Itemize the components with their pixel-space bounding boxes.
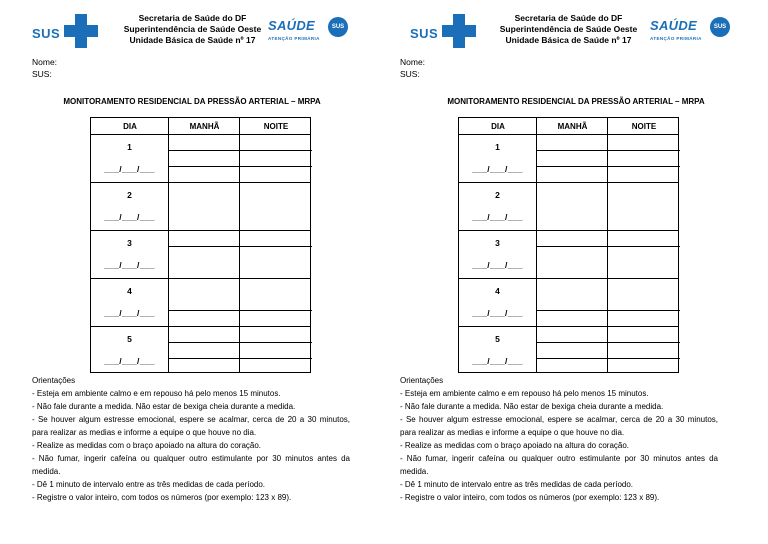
sus-logo-text: SUS	[410, 26, 439, 41]
table-header-row	[459, 118, 678, 135]
orientacao-item: - Dê 1 minuto de intervalo entre as três medidas de cada período.	[400, 480, 634, 489]
form-sheet-right	[384, 0, 768, 544]
table-row-day-2	[91, 183, 310, 231]
table-row-day-5	[459, 327, 678, 375]
date-blank: ___/___/___	[472, 212, 523, 222]
date-blank: ___/___/___	[104, 260, 155, 270]
table-row-day-4	[459, 279, 678, 327]
table-row-day-2	[459, 183, 678, 231]
date-blank: ___/___/___	[472, 308, 523, 318]
date-blank: ___/___/___	[472, 260, 523, 270]
orientacao-item: - Realize as medidas com o braço apoiado na altura do coração.	[32, 441, 262, 450]
day-number: 1	[495, 142, 500, 152]
saude-logo-circle: SUS	[710, 17, 730, 37]
sus-field-label: SUS:	[32, 69, 52, 79]
day-number: 2	[127, 190, 132, 200]
day-number: 2	[495, 190, 500, 200]
orientacao-item: - Não fale durante a medida. Não estar de bexiga cheia durante a medida.	[32, 402, 296, 411]
header-line-1: Secretaria de Saúde do DF	[138, 13, 247, 23]
saude-logo-subtitle: ATENÇÃO PRIMÁRIA	[650, 36, 702, 41]
column-header-noite: NOITE	[263, 122, 289, 131]
form-title: MONITORAMENTO RESIDENCIAL DA PRESSÃO ARTERIAL – MRPA	[447, 97, 705, 106]
table-row-day-3	[91, 231, 310, 279]
header-line-3: Unidade Básica de Saúde nº 17	[129, 35, 256, 45]
sus-logo	[410, 14, 480, 50]
nome-field-label: Nome:	[32, 57, 58, 67]
nome-field-label: Nome:	[400, 57, 426, 67]
column-header-manha: MANHÃ	[189, 122, 220, 131]
column-header-dia: DIA	[123, 122, 137, 131]
orientacao-item: - Se houver algum estresse emocional, espere se acalmar, cerca de 20 a 30 minutos, para realizar as medias e informe a equipe o que houve no dia.	[400, 415, 718, 437]
day-number: 3	[127, 238, 132, 248]
date-blank: ___/___/___	[472, 356, 523, 366]
orientacao-item: - Realize as medidas com o braço apoiado na altura do coração.	[400, 441, 630, 450]
sus-field-label: SUS:	[400, 69, 420, 79]
saude-logo-subtitle: ATENÇÃO PRIMÁRIA	[268, 36, 320, 41]
orientacoes-heading: Orientações	[400, 376, 444, 385]
orientacoes-section	[400, 374, 718, 504]
saude-logo-text: SAÚDE	[650, 18, 698, 33]
cross-icon	[64, 14, 98, 48]
table-header-row	[91, 118, 310, 135]
header-line-2: Superintendência de Saúde Oeste	[499, 24, 638, 34]
day-number: 5	[495, 334, 500, 344]
orientacao-item: - Esteja em ambiente calmo e em repouso há pelo menos 15 minutos.	[32, 389, 281, 398]
column-header-noite: NOITE	[631, 122, 657, 131]
day-number: 5	[127, 334, 132, 344]
header-line-3: Unidade Básica de Saúde nº 17	[505, 35, 632, 45]
saude-logo	[268, 16, 358, 46]
day-number: 1	[127, 142, 132, 152]
date-blank: ___/___/___	[104, 164, 155, 174]
column-header-manha: MANHÃ	[557, 122, 588, 131]
form-title: MONITORAMENTO RESIDENCIAL DA PRESSÃO ARTERIAL – MRPA	[63, 97, 321, 106]
table-row-day-1	[91, 135, 310, 183]
column-header-dia: DIA	[491, 122, 505, 131]
date-blank: ___/___/___	[104, 356, 155, 366]
sus-logo-text: SUS	[32, 26, 61, 41]
orientacao-item: - Registre o valor inteiro, com todos os números (por exemplo: 123 x 89).	[400, 493, 660, 502]
saude-logo-text: SAÚDE	[268, 18, 316, 33]
orientacao-item: - Não fumar, ingerir cafeína ou qualquer outro estimulante por 30 minutos antes da medida.	[400, 454, 718, 476]
saude-logo	[650, 16, 740, 46]
orientacoes-heading: Orientações	[32, 376, 76, 385]
date-blank: ___/___/___	[104, 212, 155, 222]
date-blank: ___/___/___	[104, 308, 155, 318]
saude-logo-circle: SUS	[328, 17, 348, 37]
orientacao-item: - Registre o valor inteiro, com todos os números (por exemplo: 123 x 89).	[32, 493, 292, 502]
orientacao-item: - Não fumar, ingerir cafeína ou qualquer outro estimulante por 30 minutos antes da medida.	[32, 454, 350, 476]
header-line-2: Superintendência de Saúde Oeste	[123, 24, 262, 34]
mrpa-table	[90, 117, 311, 373]
sus-logo	[32, 14, 102, 50]
date-blank: ___/___/___	[472, 164, 523, 174]
table-row-day-3	[459, 231, 678, 279]
orientacao-item: - Esteja em ambiente calmo e em repouso há pelo menos 15 minutos.	[400, 389, 649, 398]
mrpa-table	[458, 117, 679, 373]
table-row-day-1	[459, 135, 678, 183]
day-number: 4	[127, 286, 132, 296]
table-row-day-5	[91, 327, 310, 375]
header-institution	[496, 13, 641, 46]
orientacoes-section	[32, 374, 350, 504]
header-institution	[120, 13, 265, 46]
orientacao-item: - Dê 1 minuto de intervalo entre as três medidas de cada período.	[32, 480, 266, 489]
day-number: 3	[495, 238, 500, 248]
cross-icon	[442, 14, 476, 48]
day-number: 4	[495, 286, 500, 296]
orientacao-item: - Se houver algum estresse emocional, espere se acalmar, cerca de 20 a 30 minutos, para realizar as medias e informe a equipe o que houve no dia.	[32, 415, 350, 437]
table-row-day-4	[91, 279, 310, 327]
header-line-1: Secretaria de Saúde do DF	[514, 13, 623, 23]
orientacao-item: - Não fale durante a medida. Não estar de bexiga cheia durante a medida.	[400, 402, 664, 411]
